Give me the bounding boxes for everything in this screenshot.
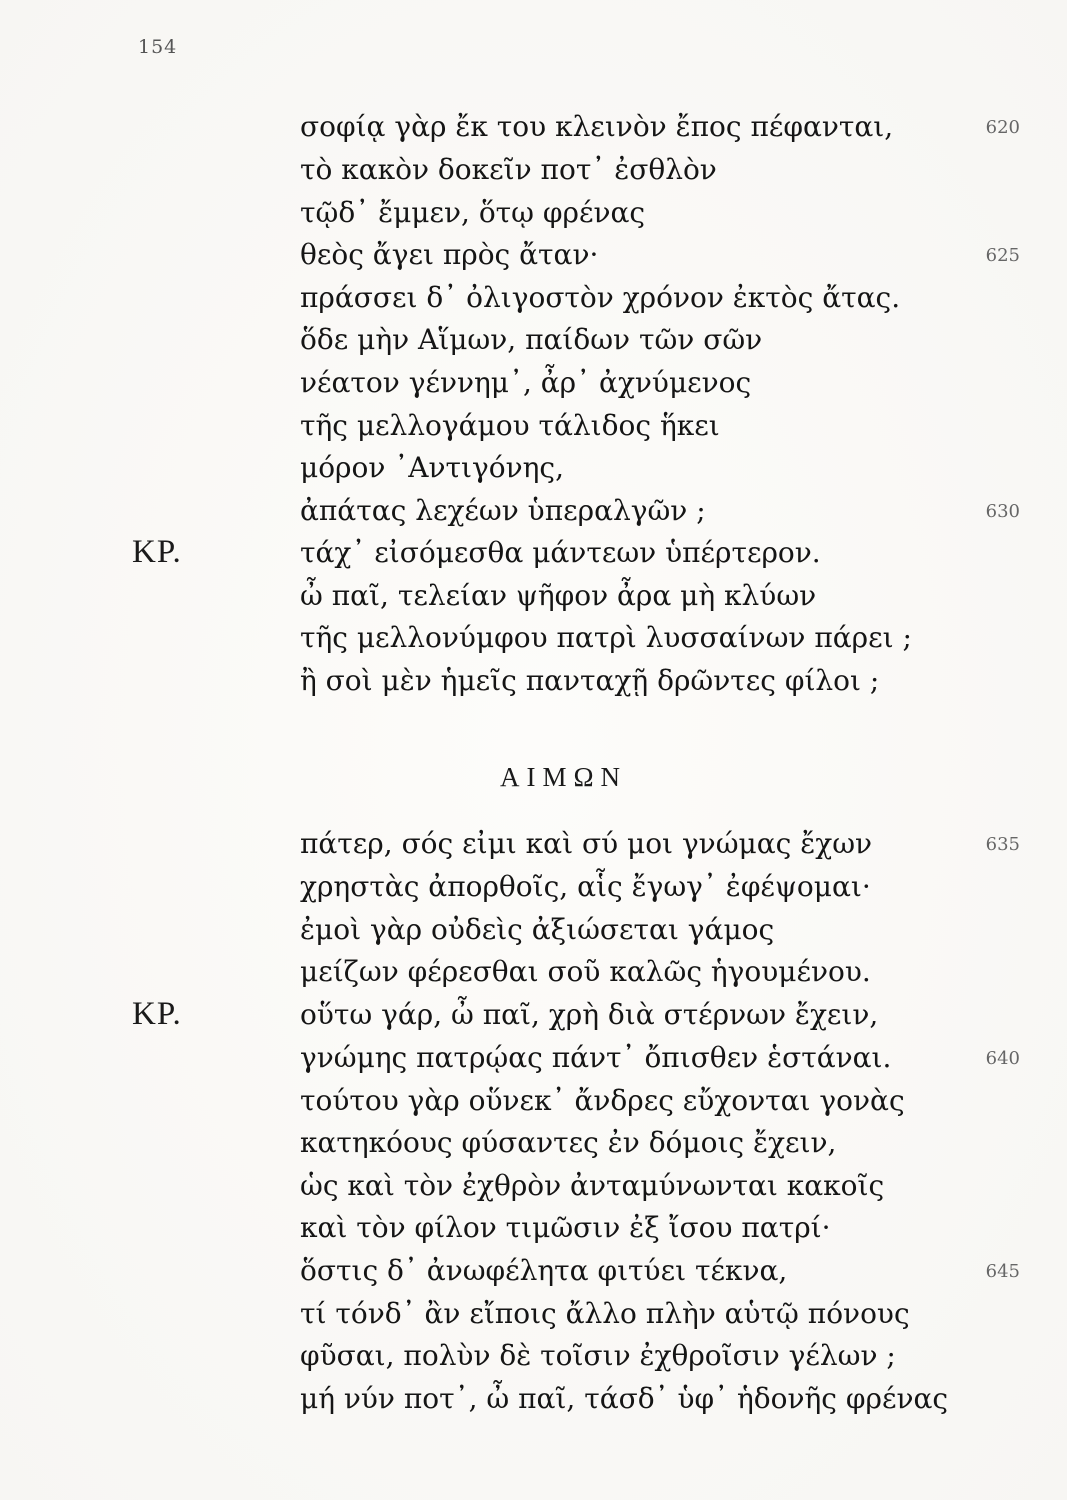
speaker-label: ΚΡ.	[132, 996, 182, 1032]
page-number: 154	[138, 36, 178, 58]
verse-line: τί τόνδ᾽ ἂν εἴποις ἄλλο πλὴν αὑτῷ πόνους	[300, 1297, 910, 1330]
verse-line: γνώμης πατρῴας πάντ᾽ ὄπισθεν ἑστάναι.	[300, 1041, 892, 1074]
verse-line: τῆς μελλογάμου τάλιδος ἥκει	[300, 409, 720, 442]
verse-line: τῆς μελλονύμφου πατρὶ λυσσαίνων πάρει ;	[300, 621, 912, 654]
verse-line: τὸ κακὸν δοκεῖν ποτ᾽ ἐσθλὸν	[300, 153, 717, 186]
verse-line: καὶ τὸν φίλον τιμῶσιν ἐξ ἴσου πατρί·	[300, 1211, 831, 1244]
verse-line: ἐμοὶ γὰρ οὐδεὶς ἀξιώσεται γάμος	[300, 913, 775, 946]
line-number: 625	[985, 245, 1020, 266]
line-number: 640	[985, 1048, 1020, 1069]
verse-line: μή νύν ποτ᾽, ὦ παῖ, τάσδ᾽ ὑφ᾽ ἡδονῆς φρένας	[300, 1382, 949, 1415]
verse-line: ἢ σοὶ μὲν ἡμεῖς πανταχῇ δρῶντες φίλοι ;	[300, 664, 880, 697]
verse-line: σοφίᾳ γὰρ ἔκ του κλεινὸν ἔπος πέφανται,	[300, 110, 894, 143]
verse-line: ὡς καὶ τὸν ἐχθρὸν ἀνταμύνωνται κακοῖς	[300, 1169, 885, 1202]
verse-line: κατηκόους φύσαντες ἐν δόμοις ἔχειν,	[300, 1126, 837, 1159]
verse-line: τούτου γὰρ οὕνεκ᾽ ἄνδρες εὔχονται γονὰς	[300, 1084, 905, 1117]
line-number: 635	[985, 834, 1020, 855]
verse-line: ὅδε μὴν Αἵμων, παίδων τῶν σῶν	[300, 323, 763, 356]
verse-line: μείζων φέρεσθαι σοῦ καλῶς ἡγουμένου.	[300, 955, 871, 988]
verse-line: οὕτω γάρ, ὦ παῖ, χρὴ διὰ στέρνων ἔχειν,	[300, 998, 879, 1031]
line-number: 645	[985, 1261, 1020, 1282]
line-number: 630	[985, 501, 1020, 522]
verse-line: πράσσει δ᾽ ὀλιγοστὸν χρόνον ἐκτὸς ἄτας.	[300, 281, 901, 314]
verse-line: φῦσαι, πολὺν δὲ τοῖσιν ἐχθροῖσιν γέλων ;	[300, 1339, 896, 1372]
line-number: 620	[985, 117, 1020, 138]
verse-line: νέατον γέννημ᾽, ἆρ᾽ ἀχνύμενος	[300, 366, 752, 399]
verse-line: ὅστις δ᾽ ἀνωφέλητα φιτύει τέκνα,	[300, 1254, 788, 1287]
speaker-label: ΚΡ.	[132, 534, 182, 570]
speaker-heading: ΑΙΜΩΝ	[499, 762, 628, 792]
verse-line: μόρον ᾽Αντιγόνης,	[300, 451, 564, 484]
verse-line: χρηστὰς ἀπορθοῖς, αἷς ἔγωγ᾽ ἐφέψομαι·	[300, 870, 871, 903]
verse-line: θεὸς ἄγει πρὸς ἄταν·	[300, 238, 599, 271]
verse-line: ὦ παῖ, τελείαν ψῆφον ἆρα μὴ κλύων	[300, 579, 817, 612]
verse-line: ἀπάτας λεχέων ὑπεραλγῶν ;	[300, 494, 706, 527]
verse-line: πάτερ, σός εἰμι καὶ σύ μοι γνώμας ἔχων	[300, 827, 873, 860]
verse-line: τῷδ᾽ ἔμμεν, ὅτῳ φρένας	[300, 196, 646, 229]
verse-line: τάχ᾽ εἰσόμεσθα μάντεων ὑπέρτερον.	[300, 536, 821, 569]
